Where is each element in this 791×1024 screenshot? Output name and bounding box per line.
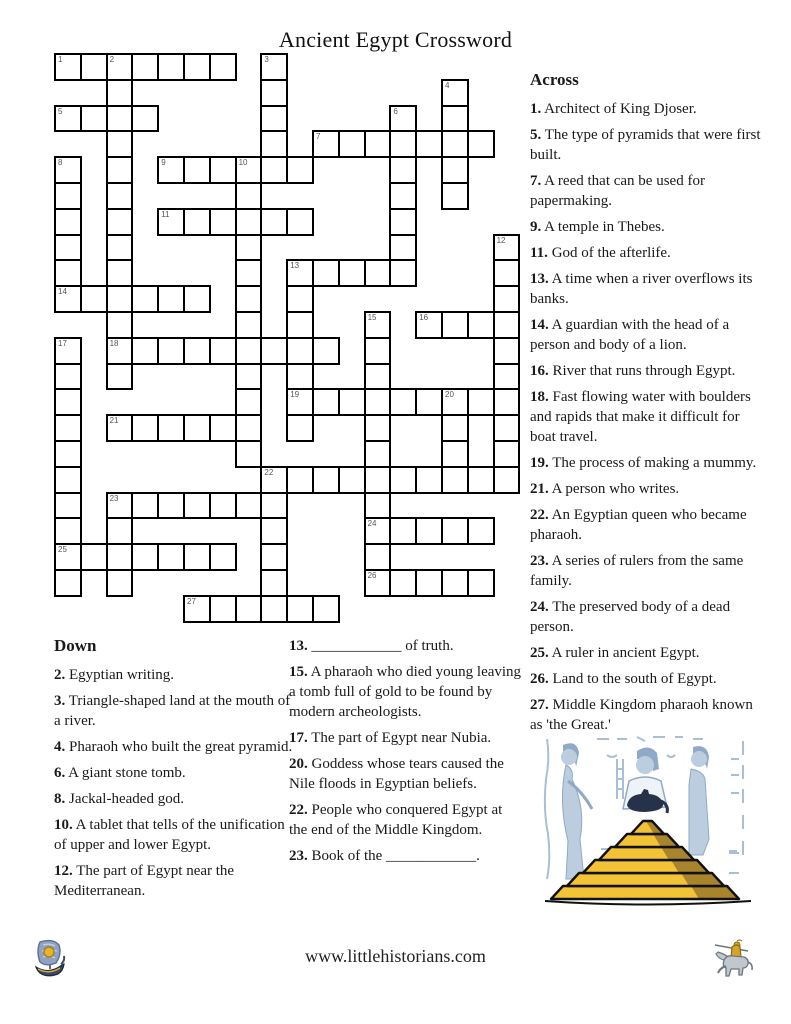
clue-number: 6. <box>54 765 66 781</box>
grid-cell[interactable] <box>209 208 237 236</box>
down-clue-list-2 <box>289 636 523 866</box>
across-clues-column <box>530 70 767 741</box>
grid-cell[interactable] <box>312 388 340 416</box>
grid-cell[interactable] <box>286 363 314 391</box>
grid-cell[interactable] <box>441 466 469 494</box>
clue-number: 18. <box>530 389 549 405</box>
grid-cell[interactable] <box>389 388 417 416</box>
grid-cell[interactable] <box>183 285 211 313</box>
grid-cell[interactable] <box>441 569 469 597</box>
clue: 23. Book of the ____________. <box>289 848 480 864</box>
grid-cell[interactable] <box>493 285 521 313</box>
step-pyramid-scene-svg <box>541 729 753 907</box>
grid-cell[interactable] <box>235 337 263 365</box>
clue-number: 16. <box>530 363 549 379</box>
grid-cell[interactable] <box>235 234 263 262</box>
grid-cell[interactable] <box>467 388 495 416</box>
grid-cell[interactable] <box>209 492 237 520</box>
clue: 18. Fast flowing water with boulders and rapids that make it difficult for boat travel. <box>530 389 751 445</box>
grid-cell[interactable] <box>183 492 211 520</box>
clue: 12. The part of Egypt near the Mediterranean. <box>54 863 235 899</box>
cell-number: 22 <box>264 467 274 477</box>
grid-cell[interactable] <box>106 363 134 391</box>
grid-cell[interactable] <box>235 259 263 287</box>
grid-cell[interactable] <box>286 311 314 339</box>
grid-cell[interactable] <box>106 569 134 597</box>
grid-cell[interactable] <box>183 414 211 442</box>
hieroglyph-figure-right <box>689 746 709 855</box>
grid-cell[interactable] <box>364 569 392 597</box>
grid-cell[interactable] <box>338 259 366 287</box>
grid-cell[interactable] <box>260 466 288 494</box>
grid-cell[interactable] <box>415 388 443 416</box>
page-title: Ancient Egypt Crossword <box>278 27 513 52</box>
grid-cell[interactable] <box>441 517 469 545</box>
hieroglyph-woman-left <box>561 743 592 879</box>
grid-cell[interactable] <box>364 130 392 158</box>
grid-cell[interactable] <box>364 259 392 287</box>
grid-cell[interactable] <box>260 53 288 81</box>
clue-number: 21. <box>530 481 549 497</box>
clue-number: 9. <box>530 219 542 235</box>
grid-cell[interactable] <box>209 53 237 81</box>
grid-cell[interactable] <box>364 337 392 365</box>
grid-cell[interactable] <box>286 388 314 416</box>
grid-cell[interactable] <box>235 595 263 623</box>
clue: 22. An Egyptian queen who became pharaoh. <box>530 507 747 543</box>
clue-number: 4. <box>54 739 66 755</box>
grid-cell[interactable] <box>286 259 314 287</box>
grid-cell[interactable] <box>209 543 237 571</box>
cell-number: 12 <box>496 235 506 245</box>
grid-cell[interactable] <box>260 543 288 571</box>
clue: 26. Land to the south of Egypt. <box>530 671 717 687</box>
clue: 23. A series of rulers from the same family. <box>530 553 744 589</box>
grid-cell[interactable] <box>260 517 288 545</box>
grid-cell[interactable] <box>209 156 237 184</box>
clue-number: 22. <box>530 507 549 523</box>
grid-cell[interactable] <box>209 337 237 365</box>
grid-cell[interactable] <box>106 517 134 545</box>
grid-cell[interactable] <box>183 156 211 184</box>
grid-cell[interactable] <box>338 466 366 494</box>
clue-number: 26. <box>530 671 549 687</box>
cell-number: 24 <box>367 519 377 529</box>
grid-cell[interactable] <box>467 311 495 339</box>
grid-cell[interactable] <box>131 105 159 133</box>
grid-cell[interactable] <box>131 492 159 520</box>
grid-cell[interactable] <box>106 259 134 287</box>
grid-cell[interactable] <box>80 53 108 81</box>
grid-cell[interactable] <box>338 388 366 416</box>
grid-cell[interactable] <box>286 156 314 184</box>
grid-cell[interactable] <box>54 517 82 545</box>
grid-cell[interactable] <box>106 182 134 210</box>
grid-cell[interactable] <box>364 414 392 442</box>
grid-cell[interactable] <box>441 79 469 107</box>
clue-number: 22. <box>289 802 308 818</box>
cell-number: 18 <box>109 338 119 348</box>
grid-cell[interactable] <box>260 156 288 184</box>
grid-cell[interactable] <box>106 311 134 339</box>
clue: 16. River that runs through Egypt. <box>530 363 736 379</box>
clue-number: 13. <box>530 271 549 287</box>
grid-cell[interactable] <box>157 492 185 520</box>
grid-cell[interactable] <box>493 466 521 494</box>
grid-cell[interactable] <box>54 414 82 442</box>
grid-cell[interactable] <box>441 440 469 468</box>
clue-number: 19. <box>530 455 549 471</box>
cell-number: 1 <box>58 55 63 64</box>
grid-cell[interactable] <box>364 311 392 339</box>
grid-cell[interactable] <box>389 208 417 236</box>
grid-cell[interactable] <box>312 466 340 494</box>
grid-cell[interactable] <box>235 182 263 210</box>
grid-cell[interactable] <box>364 543 392 571</box>
grid-cell[interactable] <box>131 285 159 313</box>
cell-number: 21 <box>109 416 119 426</box>
grid-cell[interactable] <box>389 182 417 210</box>
grid-cell[interactable] <box>364 517 392 545</box>
clue-number: 15. <box>289 664 308 680</box>
clue: 15. A pharaoh who died young leaving a tomb full of gold to be found by modern archeologists. <box>289 664 522 720</box>
clue-number: 11. <box>530 245 548 261</box>
grid-cell[interactable] <box>157 208 185 236</box>
grid-cell[interactable] <box>54 337 82 365</box>
clue: 25. A ruler in ancient Egypt. <box>530 645 700 661</box>
clue: 6. A giant stone tomb. <box>54 765 186 781</box>
clue: 27. Middle Kingdom pharaoh known as 'the Great.' <box>530 697 753 733</box>
clue: 7. A reed that can be used for papermaking. <box>530 173 705 209</box>
cell-number: 8 <box>58 158 63 168</box>
grid-cell[interactable] <box>260 492 288 520</box>
grid-cell[interactable] <box>80 105 108 133</box>
grid-cell[interactable] <box>389 105 417 133</box>
grid-cell[interactable] <box>286 414 314 442</box>
grid-cell[interactable] <box>157 156 185 184</box>
cell-number: 23 <box>109 493 119 503</box>
grid-cell[interactable] <box>260 105 288 133</box>
clue-number: 7. <box>530 173 542 189</box>
grid-cell[interactable] <box>364 440 392 468</box>
grid-cell[interactable] <box>415 130 443 158</box>
grid-cell[interactable] <box>183 337 211 365</box>
grid-cell[interactable] <box>235 492 263 520</box>
grid-cell[interactable] <box>415 569 443 597</box>
grid-cell[interactable] <box>106 130 134 158</box>
grid-cell[interactable] <box>54 156 82 184</box>
clue-number: 2. <box>54 667 66 683</box>
clue: 2. Egyptian writing. <box>54 667 174 683</box>
down-header: Down <box>54 636 97 655</box>
cell-number: 26 <box>367 571 377 580</box>
grid-cell[interactable] <box>54 569 82 597</box>
grid-cell[interactable] <box>312 259 340 287</box>
grid-cell[interactable] <box>106 156 134 184</box>
grid-cell[interactable] <box>54 105 82 133</box>
cell-number: 9 <box>161 158 166 168</box>
grid-cell[interactable] <box>364 466 392 494</box>
grid-cell[interactable] <box>260 130 288 158</box>
clue: 3. Triangle-shaped land at the mouth of a river. <box>54 693 291 729</box>
clue: 5. The type of pyramids that were first built. <box>530 127 761 163</box>
grid-cell[interactable] <box>183 208 211 236</box>
grid-cell[interactable] <box>131 543 159 571</box>
grid-cell[interactable] <box>364 492 392 520</box>
across-header: Across <box>530 70 579 89</box>
grid-cell[interactable] <box>131 53 159 81</box>
clue-number: 23. <box>289 848 308 864</box>
grid-cell[interactable] <box>106 337 134 365</box>
grid-cell[interactable] <box>183 543 211 571</box>
grid-cell[interactable] <box>54 543 82 571</box>
grid-cell[interactable] <box>415 466 443 494</box>
cell-number: 5 <box>58 106 63 116</box>
clue-number: 23. <box>530 553 549 569</box>
sailboat-logo-icon <box>33 937 67 984</box>
grid-cell[interactable] <box>312 595 340 623</box>
grid-cell[interactable] <box>209 595 237 623</box>
grid-cell[interactable] <box>441 105 469 133</box>
grid-cell[interactable] <box>286 466 314 494</box>
clue: 13. ____________ of truth. <box>289 638 454 654</box>
grid-cell[interactable] <box>106 105 134 133</box>
grid-cell[interactable] <box>441 156 469 184</box>
grid-cell[interactable] <box>389 569 417 597</box>
grid-cell[interactable] <box>441 388 469 416</box>
cell-number: 19 <box>290 390 300 400</box>
grid-cell[interactable] <box>80 285 108 313</box>
grid-cell[interactable] <box>467 517 495 545</box>
grid-cell[interactable] <box>131 337 159 365</box>
grid-cell[interactable] <box>106 234 134 262</box>
grid-cell[interactable] <box>54 234 82 262</box>
grid-cell[interactable] <box>54 492 82 520</box>
grid-cell[interactable] <box>441 311 469 339</box>
grid-cell[interactable] <box>157 285 185 313</box>
cell-number: 27 <box>187 596 196 606</box>
clue: 14. A guardian with the head of a person and body of a lion. <box>530 317 730 353</box>
grid-cell[interactable] <box>493 388 521 416</box>
grid-cell[interactable] <box>389 259 417 287</box>
grid-cell[interactable] <box>260 569 288 597</box>
cell-number: 4 <box>445 80 450 90</box>
knight-logo-icon <box>712 938 756 985</box>
grid-cell[interactable] <box>54 388 82 416</box>
clue: 21. A person who writes. <box>530 481 680 497</box>
cell-number: 14 <box>58 287 67 297</box>
clue: 1. Architect of King Djoser. <box>530 101 697 117</box>
grid-cell[interactable] <box>157 337 185 365</box>
clue: 4. Pharaoh who built the great pyramid. <box>54 739 293 755</box>
across-clue-list <box>530 99 767 735</box>
grid-cell[interactable] <box>389 130 417 158</box>
crossword-grid <box>54 53 521 623</box>
grid-cell[interactable] <box>260 79 288 107</box>
grid-cell[interactable] <box>467 130 495 158</box>
grid-cell[interactable] <box>183 595 211 623</box>
grid-cell[interactable] <box>493 414 521 442</box>
clue: 8. Jackal-headed god. <box>54 791 184 807</box>
grid-cell[interactable] <box>493 440 521 468</box>
clue-number: 14. <box>530 317 549 333</box>
grid-cell[interactable] <box>54 182 82 210</box>
grid-cell[interactable] <box>54 440 82 468</box>
grid-cell[interactable] <box>235 440 263 468</box>
grid-cell[interactable] <box>286 595 314 623</box>
cell-number: 16 <box>419 313 429 322</box>
clue-number: 5. <box>530 127 542 143</box>
clue-number: 3. <box>54 693 66 709</box>
grid-cell[interactable] <box>209 414 237 442</box>
grid-cell[interactable] <box>338 130 366 158</box>
grid-cell[interactable] <box>441 414 469 442</box>
hieroglyph-figure-with-cat <box>623 747 667 813</box>
grid-cell[interactable] <box>54 466 82 494</box>
clue: 17. The part of Egypt near Nubia. <box>289 730 492 746</box>
clue-number: 13. <box>289 638 308 654</box>
cell-number: 10 <box>238 158 248 168</box>
clue: 22. People who conquered Egypt at the end of the Middle Kingdom. <box>289 802 503 838</box>
grid-cell[interactable] <box>235 156 263 184</box>
egypt-step-pyramid-illustration <box>541 729 753 912</box>
grid-cell[interactable] <box>312 130 340 158</box>
clue-number: 8. <box>54 791 66 807</box>
grid-cell[interactable] <box>286 208 314 236</box>
cell-number: 7 <box>316 132 321 142</box>
down-clue-list-1 <box>54 665 294 901</box>
clue-number: 10. <box>54 817 73 833</box>
grid-cell[interactable] <box>235 208 263 236</box>
grid-cell[interactable] <box>54 285 82 313</box>
clue: 11. God of the afterlife. <box>530 245 671 261</box>
grid-cell[interactable] <box>493 234 521 262</box>
grid-cell[interactable] <box>493 311 521 339</box>
clue-number: 12. <box>54 863 73 879</box>
cell-number: 15 <box>367 313 377 322</box>
cell-number: 11 <box>161 209 170 219</box>
grid-cell[interactable] <box>106 208 134 236</box>
grid-cell[interactable] <box>312 337 340 365</box>
grid-cell[interactable] <box>467 466 495 494</box>
cell-number: 20 <box>445 390 454 400</box>
grid-cell[interactable] <box>260 208 288 236</box>
clue-number: 20. <box>289 756 308 772</box>
grid-cell[interactable] <box>80 543 108 571</box>
footer-url: www.littlehistorians.com <box>305 946 486 966</box>
grid-cell[interactable] <box>260 595 288 623</box>
cell-number: 6 <box>393 106 398 116</box>
clue-number: 1. <box>530 101 542 117</box>
cell-number: 25 <box>58 545 67 555</box>
grid-cell[interactable] <box>183 53 211 81</box>
grid-cell[interactable] <box>106 492 134 520</box>
grid-cell[interactable] <box>364 388 392 416</box>
down-clues-column <box>54 636 294 907</box>
grid-cell[interactable] <box>106 53 134 81</box>
grid-cell[interactable] <box>389 517 417 545</box>
grid-cell[interactable] <box>415 517 443 545</box>
grid-cell[interactable] <box>54 208 82 236</box>
clue-number: 27. <box>530 697 549 713</box>
grid-cell[interactable] <box>235 363 263 391</box>
grid-cell[interactable] <box>235 414 263 442</box>
grid-cell[interactable] <box>286 337 314 365</box>
clue-number: 24. <box>530 599 549 615</box>
grid-cell[interactable] <box>286 285 314 313</box>
clue-number: 25. <box>530 645 549 661</box>
grid-cell[interactable] <box>235 311 263 339</box>
grid-cell[interactable] <box>235 285 263 313</box>
grid-cell[interactable] <box>54 53 82 81</box>
grid-cell[interactable] <box>157 414 185 442</box>
down-clues-column-2 <box>289 636 523 872</box>
grid-cell[interactable] <box>54 363 82 391</box>
cell-number: 17 <box>58 338 67 348</box>
grid-cell[interactable] <box>157 543 185 571</box>
cell-number: 13 <box>290 261 300 271</box>
grid-cell[interactable] <box>389 234 417 262</box>
grid-cell[interactable] <box>415 311 443 339</box>
grid-cell[interactable] <box>493 363 521 391</box>
grid-cell[interactable] <box>389 156 417 184</box>
clue: 19. The process of making a mummy. <box>530 455 757 471</box>
clue: 10. A tablet that tells of the unification of upper and lower Egypt. <box>54 817 285 853</box>
grid-cell[interactable] <box>441 182 469 210</box>
grid-cell[interactable] <box>441 130 469 158</box>
clue-number: 17. <box>289 730 308 746</box>
grid-cell[interactable] <box>389 466 417 494</box>
grid-cell[interactable] <box>235 388 263 416</box>
grid-cell[interactable] <box>106 543 134 571</box>
cell-number: 2 <box>109 55 115 64</box>
grid-cell[interactable] <box>131 414 159 442</box>
grid-cell[interactable] <box>260 337 288 365</box>
grid-cell[interactable] <box>364 363 392 391</box>
grid-cell[interactable] <box>157 53 185 81</box>
grid-cell[interactable] <box>106 414 134 442</box>
grid-cell[interactable] <box>54 259 82 287</box>
clue: 24. The preserved body of a dead person. <box>530 599 731 635</box>
grid-cell[interactable] <box>467 569 495 597</box>
cell-number: 3 <box>264 55 269 64</box>
clue: 13. A time when a river overflows its banks. <box>530 271 753 307</box>
grid-cell[interactable] <box>493 259 521 287</box>
grid-cell[interactable] <box>106 79 134 107</box>
clue: 20. Goddess whose tears caused the Nile floods in Egyptian beliefs. <box>289 756 504 792</box>
clue: 9. A temple in Thebes. <box>530 219 665 235</box>
grid-cell[interactable] <box>106 285 134 313</box>
grid-cell[interactable] <box>493 337 521 365</box>
